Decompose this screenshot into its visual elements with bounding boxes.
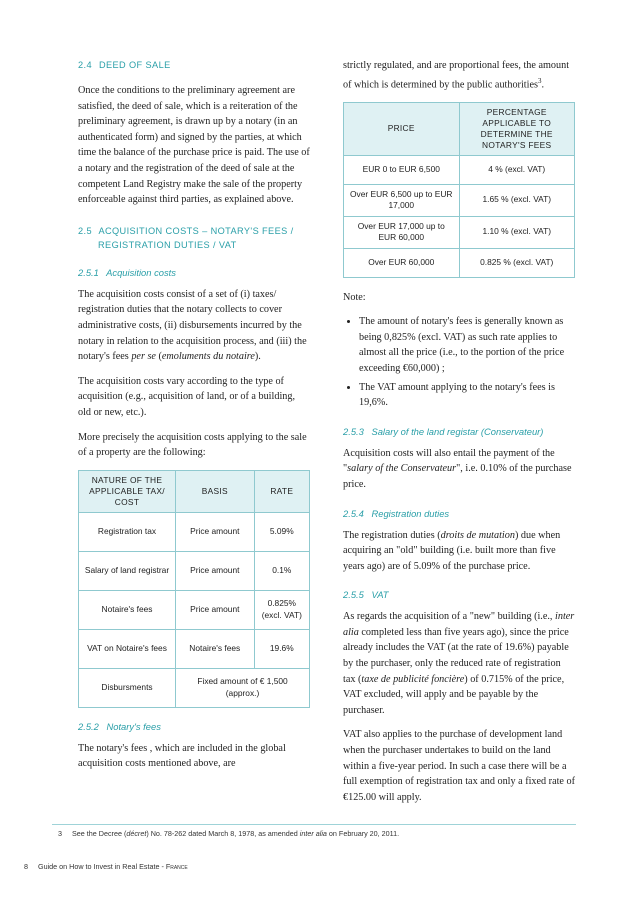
table-row — [344, 216, 575, 248]
subsection-number: 2.5.4 — [343, 507, 364, 519]
footnote: 3 See the Decree (décret) No. 78-262 dated March 8, 1978, as amended inter alia on February 20, 2011. — [58, 829, 400, 838]
table-cell: EUR 0 to EUR 6,500 — [344, 155, 460, 184]
table-cell: Price amount — [176, 551, 255, 590]
table-cell: Over EUR 60,000 — [344, 248, 460, 277]
subsection-heading-2-5-1 — [78, 266, 310, 279]
acquisition-costs-table — [78, 470, 310, 708]
acquisition-costs-paragraph-3: More precisely the acquisition costs applying to the sale of a property are the following: — [78, 431, 307, 459]
subsection-title: Notary's fees — [106, 720, 161, 732]
table-cell: VAT on Notaire's fees — [79, 629, 176, 668]
table-cell: Notaire's fees — [79, 590, 176, 629]
subsection-title: Acquisition costs — [106, 266, 176, 278]
section-heading-2-4 — [78, 58, 310, 72]
subsection-title: Registration duties — [371, 507, 450, 519]
table-row — [79, 668, 310, 707]
table-cell: 1.65 % (excl. VAT) — [459, 184, 575, 216]
table-cell: Fixed amount of € 1,500 (approx.) — [176, 668, 310, 707]
subsection-number: 2.5.1 — [78, 266, 99, 278]
table-cell: Registration tax — [79, 512, 176, 551]
subsection-heading-2-5-3 — [343, 425, 575, 438]
table-header-row — [79, 470, 310, 512]
table-cell: Price amount — [176, 512, 255, 551]
deed-of-sale-paragraph: Once the conditions to the preliminary agreement are satisfied, the deed of sale, which is a reiteration of the preliminary agreement, is drawn up by a notary (in an authenticated form) and signed by the parties, at which time the balance of the purchase price is paid. The use of a notary and the registration of the deed of sale at the competent Land Registry make the sale of the property enforceable against third parties, as explained above. — [78, 85, 310, 206]
table-row — [79, 590, 310, 629]
section-title: ACQUISITION COSTS – NOTARY'S FEES / REGISTRATION DUTIES / VAT — [98, 225, 294, 250]
table-cell: Salary of land registrar — [79, 551, 176, 590]
table-row — [344, 248, 575, 277]
table-row — [79, 629, 310, 668]
column-header-price: PRICE — [344, 102, 460, 155]
list-item: • The amount of notary's fees is generally known as being 0,825% (excl. VAT) as such rate applies to almost all the price (i.e., to the portion of the price exceeding €60,000) ; — [359, 314, 575, 376]
footnote-divider — [52, 824, 576, 825]
subsection-title: VAT — [371, 589, 389, 601]
table-cell: Notaire's fees — [176, 629, 255, 668]
table-cell: 0.825 % (excl. VAT) — [459, 248, 575, 277]
table-row — [344, 184, 575, 216]
column-header-nature: NATURE OF THE APPLICABLE TAX/ COST — [79, 470, 176, 512]
note-label: Note: — [343, 291, 366, 303]
left-column — [78, 58, 310, 781]
acquisition-costs-paragraph-2: The acquisition costs vary according to the type of acquisition (e.g., acquisition of land, or of a building, old or new, etc.). — [78, 375, 296, 418]
column-header-percentage: PERCENTAGE APPLICABLE TO DETERMINE THE NOTARY'S FEES — [459, 102, 575, 155]
table-row — [344, 155, 575, 184]
notary-fees-continued-paragraph: strictly regulated, and are proportional fees, the amount of which is determined by the public authorities$^3$. — [343, 60, 570, 90]
column-header-basis: BASIS — [176, 470, 255, 512]
footer-country: France — [165, 862, 188, 871]
subsection-heading-2-5-2 — [78, 720, 310, 733]
land-registrar-paragraph: Acquisition costs will also entail the payment of the "salary of the Conservateur", i.e. 0.10% of the purchase price. — [343, 447, 572, 490]
table-cell: 5.09% — [254, 512, 309, 551]
table-cell: 0.825% (excl. VAT) — [254, 590, 309, 629]
registration-duties-paragraph: The registration duties (droits de mutation) due when acquiring an "old" building (i.e. built more than five years ago) are of 5.09% of the purchase price. — [343, 529, 561, 572]
table-header-row — [344, 102, 575, 155]
subsection-number: 2.5.5 — [343, 589, 364, 601]
notary-fees-paragraph: The notary's fees , which are included in the global acquisition costs mentioned above, are — [78, 742, 286, 770]
subsection-number: 2.5.3 — [343, 425, 364, 437]
table-cell: 0.1% — [254, 551, 309, 590]
column-header-rate: RATE — [254, 470, 309, 512]
table-cell: Price amount — [176, 590, 255, 629]
footer-text: Guide on How to Invest in Real Estate - — [38, 862, 166, 871]
list-item: • The VAT amount applying to the notary's fees is 19,6%. — [359, 380, 575, 411]
section-heading-2-5 — [78, 224, 310, 252]
vat-paragraph-2: VAT also applies to the purchase of development land when the purchaser undertakes to build on the land within a five-year period. In such a case there will be a full exemption of registration tax and only a fixed rate of €125.00 will apply. — [343, 729, 575, 803]
footnote-reference: 3 — [537, 76, 542, 85]
table-row — [79, 551, 310, 590]
page-footer — [24, 862, 188, 871]
right-column — [343, 58, 575, 814]
table-cell: 19.6% — [254, 629, 309, 668]
notes-list — [343, 314, 575, 411]
acquisition-costs-paragraph-1: The acquisition costs consist of a set of (i) taxes/ registration duties that the notary collects to cover administrative costs, (ii) disbursements incurred by the notary in relation to the acquisition process, and (iii) the notary's fees per se (emoluments du notaire). — [78, 288, 307, 363]
subsection-heading-2-5-4 — [343, 507, 575, 520]
page-number: 8 — [24, 862, 28, 871]
vat-paragraph-1: As regards the acquisition of a "new" building (i.e., inter alia completed less than five years ago), since the price already includes the VAT (at the rate of 19.6%) payable by the purchaser, only the reduced rate of registration tax (taxe de publicité foncière) of 0.715% of the price, VAT excluded, will apply and be payable by the purchaser. — [343, 611, 575, 716]
notary-fee-rate-table — [343, 102, 575, 278]
subsection-title: Salary of the land registar (Conservateur) — [371, 425, 544, 437]
table-cell: 1.10 % (excl. VAT) — [459, 216, 575, 248]
table-cell: 4 % (excl. VAT) — [459, 155, 575, 184]
footnote-number: 3 — [58, 829, 62, 838]
section-number: 2.4 — [78, 60, 92, 70]
table-cell: Over EUR 6,500 up to EUR 17,000 — [344, 184, 460, 216]
table-cell: Over EUR 17,000 up to EUR 60,000 — [344, 216, 460, 248]
section-title: DEED OF SALE — [98, 60, 171, 70]
table-cell: Disbursments — [79, 668, 176, 707]
table-row — [79, 512, 310, 551]
section-number: 2.5 — [78, 225, 92, 236]
subsection-number: 2.5.2 — [78, 720, 99, 732]
subsection-heading-2-5-5 — [343, 588, 575, 601]
